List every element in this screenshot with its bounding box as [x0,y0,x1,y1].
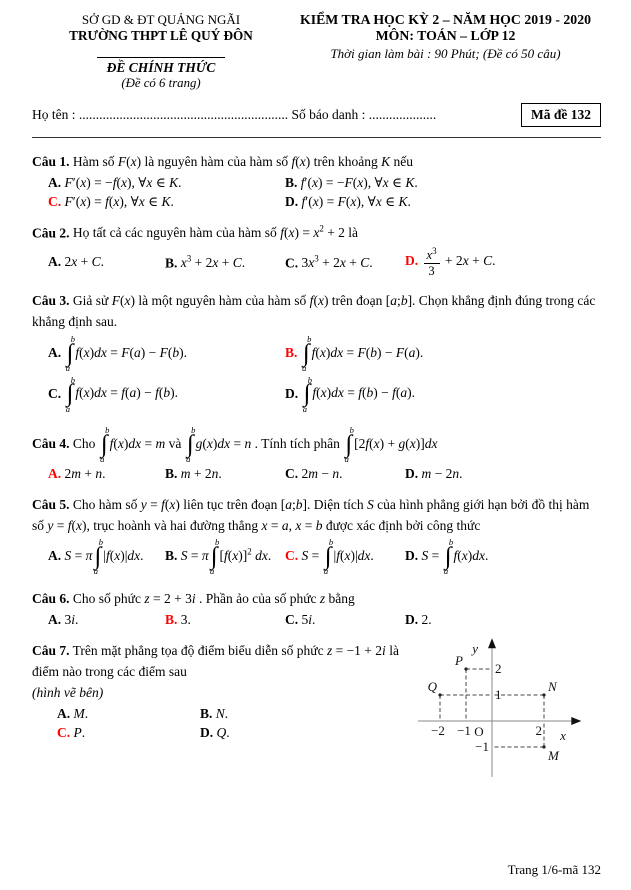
option-content: 5i. [301,611,316,627]
question-1-option-d [285,194,601,210]
question-text-column [32,641,404,785]
x-tick-label: −1 [457,722,471,738]
option-letter: C. [48,385,62,401]
name-label: Họ tên : [32,107,76,122]
option-letter-correct: B. [165,611,178,627]
question-4 [32,426,601,482]
x-tick-label: 2 [535,722,542,738]
question-3-option-b [285,335,601,373]
question-4-option-c [285,466,405,482]
options-row [32,706,404,741]
option-letter: C. [285,611,299,627]
question-7-option-b [200,706,404,722]
option-content: P. [73,724,86,740]
option-content: b ∫ a f(x)dx = F(a) − F(b). [65,334,187,374]
options-row [32,175,601,210]
option-letter: C. [285,255,299,271]
question-3-option-d [285,376,601,414]
option-letter-correct: B. [285,344,298,360]
question-statement [32,589,601,610]
point-P [464,667,467,670]
option-content: b ∫ a f(x)dx = f(b) − f(a). [302,374,416,414]
question-3-option-c [48,376,285,414]
y-axis-label: y [472,641,478,657]
option-content: 3. [180,611,191,627]
question-text: Cho số phức z = 2 + 3i . Phần ảo của số phức z bằng [72,590,355,606]
option-letter: D. [405,548,419,564]
question-number: Câu 7. [32,642,70,658]
option-letter: A. [48,344,62,360]
origin-label: O [474,723,484,739]
pages-note: (Đề có 6 trang) [121,76,201,90]
question-2 [32,223,601,278]
question-4-option-b [165,466,285,482]
question-2-option-a [48,254,165,270]
option-content: 2x + C. [64,254,105,270]
option-content: F′(x) = −f(x), ∀x ∈ K. [64,174,182,190]
question-text: Cho hàm số y = f(x) liên tục trên đoạn [a;b]. Diện tích S của hình phẳng giới hạn bởi đồ thị hàm số y = f(x), trục hoành và hai đường thẳng x = a, x = b được xác định bởi công thức [32,496,590,533]
x-tick-label: −2 [431,722,445,738]
question-4-option-a [48,466,165,482]
question-statement [32,223,601,244]
complex-plane-figure [414,635,594,785]
question-2-option-c [285,254,405,272]
name-dots-line: .............................................................. [78,107,289,122]
question-text: Họ tất cả các nguyên hàm của hàm số $f(x) = x^2 + 2$ là [72,223,359,241]
option-letter: B. [165,465,178,481]
options-row [32,612,601,628]
question-statement [32,152,601,173]
exam-title: KIỂM TRA HỌC KỲ 2 – NĂM HỌC 2019 - 2020 [299,12,591,27]
y-tick-label: 1 [495,686,502,702]
official-exam-label: ĐỀ CHÍNH THỨC [97,57,226,76]
question-statement [32,495,601,537]
question-number: Câu 4. [32,435,70,451]
option-letter: D. [285,193,299,209]
figure-container [404,635,601,785]
option-letter: B. [165,255,178,271]
separator-line [32,137,601,138]
question-5-option-a [48,538,165,576]
question-7-option-c [57,725,200,741]
x-axis-arrow [571,717,581,725]
question-number: Câu 2. [32,225,70,241]
option-letter: C. [285,465,299,481]
option-content: $3x^3 + 2x + C$. [301,253,373,271]
option-content: $x^3 + 2x + C$. [180,253,246,271]
option-letter-correct: C. [48,193,62,209]
question-1 [32,152,601,210]
question-statement [32,291,601,333]
option-content: M. [73,705,89,721]
option-letter: B. [285,174,298,190]
option-letter: B. [200,705,213,721]
option-content: 2m − n. [301,465,343,481]
header [32,12,601,91]
question-6-option-b [165,612,285,628]
question-2-option-d [405,246,601,278]
y-axis-arrow [488,638,496,648]
point-label-P: P [455,652,463,668]
question-6-option-a [48,612,165,628]
option-content: S = b ∫ a f(x)dx. [421,537,489,577]
option-letter: A. [48,611,62,627]
option-content: $\frac{x^3}{3}$ + 2x + C. [422,253,496,268]
school-name: TRƯỜNG THPT LÊ QUÝ ĐÔN [69,28,253,43]
point-label-M: M [548,747,559,763]
exam-code-box: Mã đề 132 [521,103,601,127]
option-content: 3i. [64,611,79,627]
sbd-label: Số báo danh : [291,107,366,122]
option-letter: D. [405,465,419,481]
header-left [32,12,290,91]
option-content: f′(x) = F(x), ∀x ∈ K. [301,193,411,209]
option-content: b ∫ a f(x)dx = F(b) − F(a). [302,334,424,374]
option-content: S = π b ∫ a $[f(x)]^2$ dx. [180,537,272,577]
options-row [32,246,601,278]
option-letter: D. [285,385,299,401]
option-letter: D. [405,611,419,627]
option-letter-correct: D. [405,253,419,269]
question-3 [32,291,601,413]
option-letter: A. [48,548,62,564]
option-content: m − 2n. [421,465,463,481]
option-letter-correct: A. [48,465,62,481]
question-number: Câu 1. [32,154,70,169]
option-letter-correct: C. [57,724,71,740]
option-letter: A. [57,705,71,721]
question-5 [32,495,601,576]
questions-container [32,152,601,785]
option-content: Q. [216,724,230,740]
header-right [290,12,601,91]
option-content: S = π b ∫ a |f(x)|dx. [64,537,144,577]
question-7-option-a [57,706,200,722]
question-statement [32,641,404,704]
sbd-dots-line: .................... [368,107,437,122]
point-label-Q: Q [427,678,437,694]
question-4-option-d [405,466,601,482]
question-2-option-b [165,254,285,272]
y-tick-label: 2 [495,660,502,676]
question-1-option-c [48,194,285,210]
exam-subject: MÔN: TOÁN – LỚP 12 [375,28,516,43]
y-tick-label: −1 [475,738,489,754]
exam-duration: Thời gian làm bài : 90 Phút; (Đề có 50 câu) [330,46,561,61]
option-letter: D. [200,724,214,740]
option-letter-correct: C. [285,548,299,564]
question-3-option-a [48,335,285,373]
x-axis-label: x [560,727,566,743]
question-number: Câu 5. [32,496,70,512]
question-text: Giả sử F(x) là một nguyên hàm của hàm số f(x) trên đoạn [a;b]. Chọn khẳng định đúng trong các khẳng định sau. [32,293,596,330]
question-6 [32,589,601,628]
question-note: (hình vẽ bên) [32,684,104,700]
question-number: Câu 6. [32,590,70,606]
options-row [32,335,601,413]
question-text: Trên mặt phẳng tọa độ điểm biểu diễn số phức z = −1 + 2i là điểm nào trong các điểm sau [32,642,399,679]
option-content: 2. [421,611,432,627]
question-7 [32,641,601,785]
options-row [32,466,601,482]
question-statement [32,426,601,464]
point-label-N: N [548,678,557,694]
point-Q [438,693,441,696]
option-content: S = b ∫ a |f(x)|dx. [301,537,374,577]
option-content: m + 2n. [180,465,222,481]
question-6-option-d [405,612,601,628]
question-5-option-b [165,538,285,576]
candidate-fields [32,107,507,123]
page-footer: Trang 1/6-mã 132 [507,862,601,877]
question-7-option-d [200,725,404,741]
option-content: 2m + n. [64,465,106,481]
question-number: Câu 3. [32,293,70,309]
option-letter: A. [48,254,62,270]
question-text: Cho b ∫ a f(x)dx = m và b ∫ a g(x)dx = n . Tính tích phân b ∫ a [2f(x) + g(x)]dx [72,425,438,465]
question-5-option-c [285,538,405,576]
candidate-row [32,103,601,127]
question-1-option-a [48,175,285,191]
option-content: f′(x) = −F(x), ∀x ∈ K. [300,174,418,190]
question-6-option-c [285,612,405,628]
option-letter: A. [48,174,62,190]
options-row [32,538,601,576]
question-1-option-b [285,175,601,191]
point-M [542,745,545,748]
option-letter: B. [165,548,178,564]
department-name: SỞ GD & ĐT QUẢNG NGÃI [81,12,241,27]
option-content: F′(x) = f(x), ∀x ∈ K. [64,193,174,209]
question-5-option-d [405,538,601,576]
option-content: N. [215,705,229,721]
option-content: b ∫ a f(x)dx = f(a) − f(b). [65,374,179,414]
question-text: Hàm số F(x) là nguyên hàm của hàm số f(x) trên khoảng K nếu [72,154,413,169]
point-N [542,693,545,696]
